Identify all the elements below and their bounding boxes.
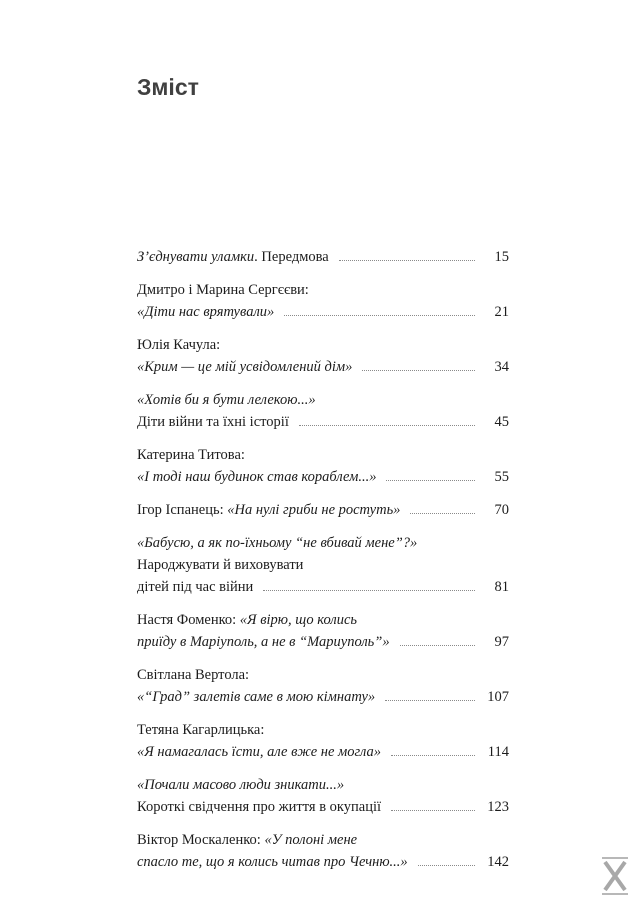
dot-leader	[410, 512, 475, 514]
toc-text-segment: Світлана Вертола:	[137, 667, 250, 683]
toc-line	[137, 774, 509, 796]
table-of-contents	[137, 246, 509, 884]
toc-entry-title	[137, 389, 316, 411]
publisher-logo-icon	[598, 856, 632, 896]
toc-line	[137, 444, 509, 466]
dot-leader	[391, 754, 475, 756]
toc-entry	[137, 444, 509, 488]
toc-line	[137, 411, 509, 433]
toc-entry-title	[137, 279, 309, 301]
toc-text-segment: . Передмова	[254, 249, 329, 265]
toc-entry	[137, 279, 509, 323]
toc-line	[137, 741, 509, 763]
toc-text-segment: Народжувати й виховувати	[137, 557, 304, 573]
toc-text-segment: «“Град” залетів саме в мою кімнату»	[137, 689, 376, 705]
toc-entry	[137, 719, 509, 763]
page-number: 34	[494, 359, 509, 375]
toc-line	[137, 829, 509, 851]
toc-line	[137, 796, 509, 818]
toc-line	[137, 356, 509, 378]
page-number: 15	[494, 249, 509, 265]
toc-text-segment: «І тоді наш будинок став кораблем...»	[137, 469, 377, 485]
toc-text-segment: Віктор Москаленко:	[137, 832, 265, 848]
toc-entry-title	[137, 499, 400, 521]
toc-text-segment: Тетяна Кагарлицька:	[137, 722, 265, 738]
toc-text-segment: «У полоні мене	[264, 832, 358, 848]
toc-line	[137, 334, 509, 356]
toc-entry-title	[137, 631, 390, 653]
toc-line	[137, 686, 509, 708]
toc-entry	[137, 829, 509, 873]
toc-line	[137, 719, 509, 741]
toc-text-segment: Настя Фоменко:	[137, 612, 240, 628]
toc-entry-title	[137, 686, 375, 708]
toc-line	[137, 631, 509, 653]
toc-text-segment: «Я намагалась їсти, але вже не могла»	[137, 744, 381, 760]
toc-line	[137, 301, 509, 323]
dot-leader	[386, 479, 475, 481]
toc-entry-title	[137, 851, 408, 873]
toc-entry	[137, 389, 509, 433]
dot-leader	[263, 589, 475, 591]
toc-entry-title	[137, 829, 357, 851]
toc-text-segment: Юлія Качула:	[137, 337, 221, 353]
toc-entry-title	[137, 741, 381, 763]
toc-entry	[137, 664, 509, 708]
toc-entry-title	[137, 444, 245, 466]
toc-text-segment: Діти війни та їхні історії	[137, 414, 289, 430]
toc-text-segment: З’єднувати уламки	[137, 249, 255, 265]
toc-text-segment: «Хотів би я бути лелекою...»	[137, 392, 316, 408]
page-number: 142	[487, 854, 509, 870]
dot-leader	[418, 864, 475, 866]
page-number: 70	[494, 502, 509, 518]
toc-entry-title	[137, 356, 352, 378]
toc-text-segment: Ігор Іспанець:	[137, 502, 228, 518]
toc-entry-title	[137, 532, 417, 554]
page-number: 97	[494, 634, 509, 650]
toc-entry-title	[137, 466, 376, 488]
toc-line	[137, 246, 509, 268]
page-number: 123	[487, 799, 509, 815]
toc-text-segment: «Крим — це мій усвідомлений дім»	[137, 359, 353, 375]
page-number: 45	[494, 414, 509, 430]
toc-entry-title	[137, 554, 303, 576]
dot-leader	[299, 424, 475, 426]
toc-entry	[137, 334, 509, 378]
toc-entry-title	[137, 246, 329, 268]
toc-entry-title	[137, 411, 289, 433]
toc-text-segment: «Бабусю, а як по-їхньому “не вбивай мене”?»	[137, 535, 418, 551]
page-title: Зміст	[137, 74, 199, 100]
toc-entry-title	[137, 719, 264, 741]
toc-entry	[137, 499, 509, 521]
toc-entry-title	[137, 609, 357, 631]
toc-entry-title	[137, 334, 220, 356]
toc-entry-title	[137, 576, 253, 598]
toc-line	[137, 389, 509, 411]
toc-text-segment: спасло те, що я колись читав про Чечню...»	[137, 854, 408, 870]
dot-leader	[391, 809, 475, 811]
toc-line	[137, 279, 509, 301]
dot-leader	[362, 369, 475, 371]
toc-entry-title	[137, 664, 249, 686]
toc-text-segment: «Я вірю, що колись	[239, 612, 357, 628]
page-number: 21	[494, 304, 509, 320]
toc-entry	[137, 532, 509, 598]
toc-text-segment: приїду в Маріуполь, а не в “Мариуполь”»	[137, 634, 390, 650]
toc-line	[137, 851, 509, 873]
toc-text-segment: Короткі свідчення про життя в окупації	[137, 799, 382, 815]
toc-text-segment: дітей під час війни	[137, 579, 254, 595]
dot-leader	[385, 699, 475, 701]
dot-leader	[339, 259, 475, 261]
toc-line	[137, 466, 509, 488]
toc-line	[137, 532, 509, 554]
toc-entry	[137, 774, 509, 818]
toc-text-segment: «Почали масово люди зникати...»	[137, 777, 345, 793]
toc-text-segment: «На нулі гриби не ростуть»	[227, 502, 401, 518]
toc-line	[137, 554, 509, 576]
dot-leader	[284, 314, 475, 316]
page-number: 114	[487, 744, 509, 760]
toc-line	[137, 499, 509, 521]
toc-line	[137, 609, 509, 631]
toc-entry-title	[137, 774, 344, 796]
page-number: 107	[487, 689, 509, 705]
toc-line	[137, 576, 509, 598]
toc-entry-title	[137, 301, 274, 323]
page-number: 81	[494, 579, 509, 595]
toc-entry	[137, 609, 509, 653]
dot-leader	[400, 644, 475, 646]
toc-line	[137, 664, 509, 686]
toc-text-segment: «Діти нас врятували»	[137, 304, 275, 320]
toc-entry-title	[137, 796, 381, 818]
toc-entry	[137, 246, 509, 268]
toc-text-segment: Дмитро і Марина Сергєєви:	[137, 282, 309, 298]
page-number: 55	[494, 469, 509, 485]
toc-text-segment: Катерина Титова:	[137, 447, 245, 463]
